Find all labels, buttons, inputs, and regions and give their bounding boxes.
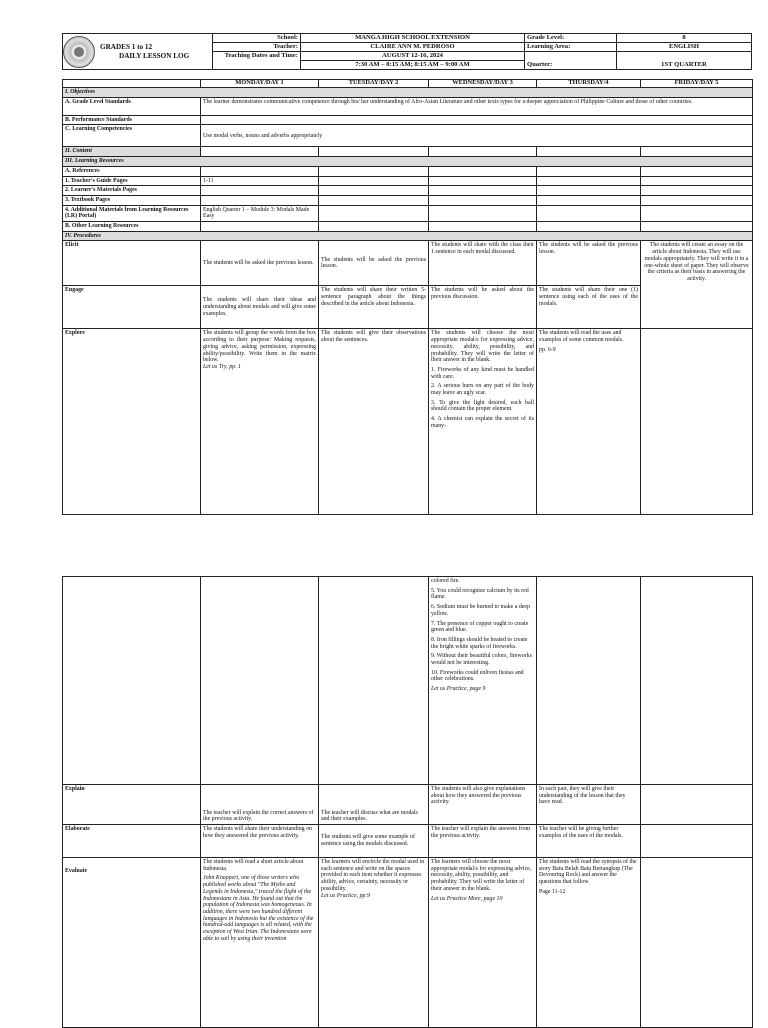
explore-mon-reference: Let us Try, pp. 1: [203, 363, 241, 370]
school-name: MANGA HIGH SCHOOL EXTENSION: [301, 34, 525, 43]
explore-mon: The students will group the words from the box according to their purpose: Making requests, giving advice, asking permission, expressing ability/possibility. Write them in the matrix below. Let us Try, pp. 1: [201, 329, 319, 515]
evaluate-thu: The students will read the synopsis of the story Batu Belah Batu Bertangkup (The Devouring Rock) and answer the questions that follow. Page 11-12: [537, 858, 641, 1028]
evaluate-tue-reference: Let us Practice, pp.9: [321, 892, 370, 899]
elicit-tue: The students will be asked the previous lesson.: [319, 241, 429, 286]
evaluate-mon: The students will read a short article about Indonesia. John Knappert, one of those writers who published works about "The Myths and Legends in Indonesia," traced the flight of the Indonesians in Asia. He found out that the population of Indonesia was homogeneous. In addition, there were two hundred different languages in Indonesia but the existence of the hundred-odd languages is all related, with the exception of West Irian. The Indonesians were able to sail by using their invention: [201, 858, 319, 1028]
engage-wed: The students will be asked about the previous discussion.: [429, 286, 537, 329]
elaborate-wed: The teacher will explain the answers from the previous activity.: [429, 825, 537, 858]
school-label: School:: [213, 34, 301, 43]
grade-level: 8: [617, 34, 752, 43]
additional-materials-label: 4. Additional Materials from Learning Resources (LR) Portal): [63, 205, 201, 221]
resources-heading: III. Learning Resources: [63, 157, 753, 167]
engage-label: Engage: [63, 286, 201, 329]
elaborate-label: Elaborate: [63, 825, 201, 858]
teaching-time: 7:30 AM – 8:15 AM; 8:15 AM – 9:00 AM: [301, 61, 525, 70]
explore-item: 3. To give the light desired, each ball should contain the proper element.: [431, 399, 534, 413]
teacher-guide-label: 1. Teacher's Guide Pages: [63, 176, 201, 186]
elaborate-thu: The teacher will be giving further examples of the uses of the modals.: [537, 825, 641, 858]
explore-wed-continued: colored fire. 5. You could recognize calcium by its red flame. 6. Sodium must be burned to make a deep yellow. 7. The presence of copper ought to create green and blue. 8. Iron fillings should be heated to create the bright white sparks of fireworks. 9. Without their beautiful colors, fireworks would not be interesting. 10. Fireworks could enliven fiestas and other celebrations. Let us Practice, page 9: [429, 577, 537, 785]
content-heading: II. Content: [63, 147, 201, 157]
teacher-name: CLAIRE ANN M. PEDROSO: [301, 43, 525, 52]
log-title: GRADES 1 to 12 DAILY LESSON LOG: [100, 43, 190, 60]
textbook-label: 3. Textbook Pages: [63, 195, 201, 205]
explore-item: 1. Fireworks of any kind must be handled with care.: [431, 366, 534, 380]
explore-wed-reference: Let us Practice, page 9: [431, 686, 486, 693]
evaluate-wed-reference: Let us Practice More, page 10: [431, 895, 503, 902]
explore-item: 5. You could recognize calcium by its red flame.: [431, 587, 529, 601]
learning-area: ENGLISH: [617, 43, 752, 52]
evaluate-mon-article: John Knappert, one of those writers who published works about "The Myths and Legends in Indonesia," traced the flight of the Indonesians in Asia. He found out that the population of Indonesia was homogeneous. In addition, there were two hundred different languages in Indonesia but the existence of the hundred-odd languages is all related, with the exception of West Irian. The Indonesians were able to sail by using their invention: [203, 875, 314, 942]
evaluate-label: Evaluate: [63, 858, 201, 1028]
quarter: 1ST QUARTER: [617, 52, 752, 70]
elicit-mon: The students will be asked the previous lesson.: [201, 241, 319, 286]
competencies-text: Use modal verbs, nouns and adverbs appropriately: [201, 125, 753, 147]
elicit-fri: The students will create an essay on the article about Indonesia. They will use modals appropriately. They will write it in a one-whole sheet of paper. They will observe the criteria as their basis in answering the activity.: [641, 241, 753, 329]
explore-tue: The students will give their observations about the sentences.: [319, 329, 429, 515]
elaborate-mon: The students will share their understanding on how they answered the previous activity.: [201, 825, 319, 858]
explore-thu-reference: pp. 6-9: [539, 346, 556, 353]
explore-item: 8. Iron fillings should be heated to create the bright white sparks of fireworks.: [431, 636, 528, 650]
lesson-log-table-continued: [62, 576, 753, 1028]
day-header-thu: THURSDAY/4: [537, 80, 641, 88]
explore-item: 9. Without their beautiful colors, fireworks would not be interesting.: [431, 653, 532, 667]
grade-level-label: Grade Level:: [525, 34, 617, 43]
explore-item: 4. A chemist can explain the secret of its many-: [431, 416, 534, 429]
engage-thu: The students will share their one (1) sentence using each of the uses of the modals.: [537, 286, 641, 329]
lesson-log-table: [62, 79, 753, 515]
elaborate-tue: The students will give some example of sentence using the modals discussed.: [319, 825, 429, 858]
engage-tue: The students will share their written 5-sentence paragraph about the things described in the article about Indonesia.: [319, 286, 429, 329]
header-table: [62, 33, 752, 70]
explore-item: 10. Fireworks could enliven fiestas and other celebrations.: [431, 669, 524, 683]
additional-materials: English Quarter 1 – Module 3: Modals Made Easy: [201, 205, 319, 221]
dates-label: Teaching Dates and Time:: [213, 52, 301, 70]
performance-standards-label: B. Performance Standards: [63, 115, 201, 125]
elicit-thu: The students will be asked the previous lesson.: [537, 241, 641, 286]
explore-item: 6. Sodium must be burned to make a deep yellow.: [431, 604, 530, 617]
teacher-label: Teacher:: [213, 43, 301, 52]
explain-tue: The teacher will discuss what are modals and their examples.: [319, 785, 429, 825]
day-header-wed: WEDNESDAY/DAY 3: [429, 80, 537, 88]
day-header-mon: MONDAY/DAY 1: [201, 80, 319, 88]
explore-thu: The students will read the uses and examples of some common modals. pp. 6-9: [537, 329, 641, 515]
explain-wed: The students will also give explanations about how they answered the previous activity.: [429, 785, 537, 825]
explain-mon: The teacher will explain the correct answers of the previous activity.: [201, 785, 319, 825]
references-label: A. References: [63, 166, 201, 176]
learner-materials-label: 2. Learner's Materials Pages: [63, 186, 201, 196]
day-header-fri: FRIDAY/DAY 5: [641, 80, 753, 88]
elicit-wed: The students will share with the class their 1 sentence in each modal discussed.: [429, 241, 537, 286]
elicit-label: Elicit: [63, 241, 201, 286]
competencies-label: C. Learning Competencies: [63, 125, 201, 147]
explain-label: Explain: [63, 785, 201, 825]
grade-standards-text: The learner demonstrates communicative competence through his/ her understanding of Afro-Asian Literature and other texts types for a deeper appreciation of Philippine Culture and those of other countries.: [201, 97, 753, 115]
grade-standards-label: A. Grade Level Standards: [63, 97, 201, 115]
evaluate-wed: The learners will choose the most appropriate modal/s for expressing advice, necessity, ability, possibility, and probability. They will write the letter of their answer in the blank. Let us Practice More, page 10: [429, 858, 537, 1028]
explore-label: Explore: [63, 329, 201, 515]
procedures-heading: IV. Procedures: [63, 231, 753, 241]
objectives-heading: I. Objectives: [63, 88, 753, 98]
teaching-dates: AUGUST 12-16, 2024: [301, 52, 525, 61]
evaluate-tue: The learners will encircle the modal used in each sentence and write on the spaces provided in each item whether it expresses ability, advice, certainty, necessity or possibility. Let us Practice, pp.9: [319, 858, 429, 1028]
learning-area-label: Learning Area:: [525, 43, 617, 52]
quarter-label: Quarter:: [525, 52, 617, 70]
day-header-tue: TUESDAY/DAY 2: [319, 80, 429, 88]
explore-item: 7. The presence of copper ought to create green and blue.: [431, 620, 529, 634]
evaluate-thu-reference: Page 11-12: [539, 888, 566, 895]
explore-item: 2. A serious burn on any part of the body may leave an ugly scar.: [431, 383, 534, 397]
other-resources-label: B. Other Learning Resources: [63, 222, 201, 232]
teacher-guide-pages: 1-11: [201, 176, 319, 186]
explore-wed: The students will choose the most appropriate modal/s for expressing advice, necessity, ability, possibility, and probability. They will write the letter of their answer in the blank. 1. Fireworks of any kind must be handled with care. 2. A serious burn on any part of the body may leave an ugly scar. 3. To give the light desired, each ball should contain the proper element. 4. A chemist can explain the secret of its many-: [429, 329, 537, 515]
engage-mon: The students will share their ideas and understanding about modals and will give some examples.: [201, 286, 319, 329]
explain-thu: In each pair, they will give their understanding of the lesson that they have read.: [537, 785, 641, 825]
